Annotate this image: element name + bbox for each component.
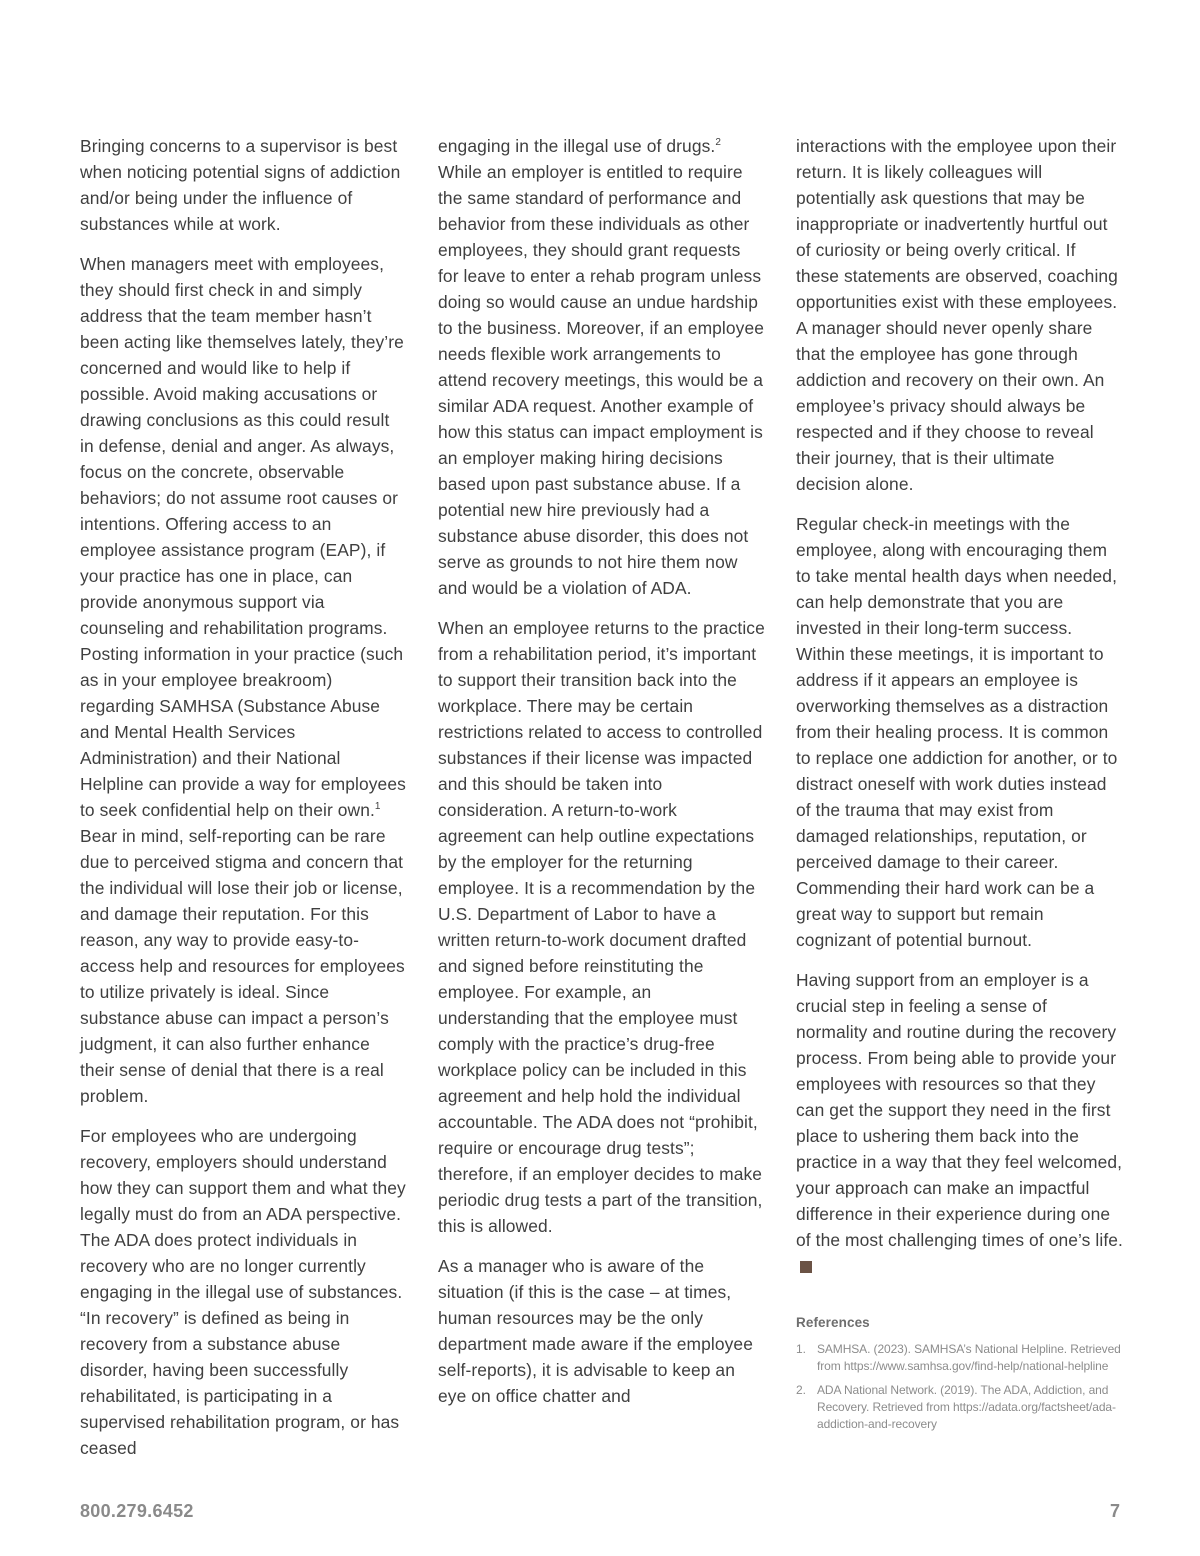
paragraph: As a manager who is aware of the situation (if this is the case – at times, human resources may be the only department made aware if the employee self-reports), it is advisable to keep an eye on office chatter and (438, 1256, 753, 1406)
references-heading: References (796, 1315, 870, 1330)
references-section (796, 1313, 1123, 1433)
article-column-2 (438, 133, 765, 1423)
reference-number: 2. (796, 1383, 806, 1397)
end-of-article-square-icon (800, 1261, 812, 1273)
paragraph (438, 133, 765, 601)
paragraph: When an employee returns to the practice from a rehabilitation period, it’s important to support their transition back into the workplace. There may be certain restrictions related to access to controlled substances if their license was impacted and this should be taken into consideration. A return-to-work agreement can help outline expectations by the employer for the returning employee. It is a recommendation by the U.S. Department of Labor to have a written return-to-work document drafted and signed before reinstituting the employee. For example, an understanding that the employee must comply with the practice’s drug-free workplace policy can be included in this agreement and help hold the individual accountable. The ADA does not “prohibit, require or encourage drug tests”; therefore, if an employer decides to make periodic drug tests a part of the transition, this is allowed. (438, 618, 765, 1236)
paragraph: Bringing concerns to a supervisor is best when noticing potential signs of addiction and/or being under the influence of substances while at work. (80, 136, 401, 234)
paragraph (796, 967, 1123, 1279)
reference-item (796, 1382, 1123, 1433)
paragraph: For employees who are undergoing recovery, employers should understand how they can support them and what they legally must do from an ADA perspective. The ADA does protect individuals in recovery who are no longer currently engaging in the illegal use of substances. “In recovery” is defined as being in recovery from a substance abuse disorder, having been successfully rehabilitated, is participating in a supervised rehabilitation program, or has ceased (80, 1126, 406, 1458)
article-column-3 (796, 133, 1123, 1440)
reference-number: 1. (796, 1342, 806, 1356)
paragraph-text: engaging in the illegal use of drugs. (438, 136, 716, 156)
paragraph-text: Having support from an employer is a crucial step in feeling a sense of normality and routine during the recovery process. From being able to provide your employees with resources so that they can get the support they need in the first place to ushering them back into the practice in a way that they feel welcomed, your approach can make an impactful difference in their experience during one of the most challenging times of one’s life. (796, 970, 1123, 1250)
article-column-1 (80, 133, 407, 1475)
paragraph: interactions with the employee upon their return. It is likely colleagues will potentially ask questions that may be inappropriate or inadvertently hurtful out of curiosity or being overly critical. If these statements are observed, coaching opportunities exist with these employees. A manager should never openly share that the employee has gone through addiction and recovery on their own. An employee’s privacy should always be respected and if they choose to reveal their journey, that is their ultimate decision alone. (796, 136, 1118, 494)
reference-text: ADA National Network. (2019). The ADA, Addiction, and Recovery. Retrieved from https://adata.org/factsheet/ada-addiction-and-recovery (817, 1383, 1116, 1431)
paragraph-text: While an employer is entitled to require the same standard of performance and behavior from these individuals as other employees, they should grant requests for leave to enter a rehab program unless doing so would cause an undue hardship to the business. Moreover, if an employee needs flexible work arrangements to attend recovery meetings, this would be a similar ADA request. Another example of how this status can impact employment is an employer making hiring decisions based upon past substance abuse. If a potential new hire previously had a substance abuse disorder, this does not serve as grounds to not hire them now and would be a violation of ADA. (438, 162, 765, 598)
footnote-ref-1: 1 (374, 801, 381, 813)
reference-text: SAMHSA. (2023). SAMHSA’s National Helpline. Retrieved from https://www.samhsa.gov/find-help/national-helpline (817, 1342, 1121, 1373)
references-list (796, 1341, 1123, 1433)
footnote-ref-2: 2 (715, 137, 721, 149)
paragraph-text: When managers meet with employees, they should first check in and simply address that the team member hasn’t been acting like themselves lately, they’re concerned and would like to help if possible. Avoid making accusations or drawing conclusions as this could result in defense, denial and anger. As always, focus on the concrete, observable behaviors; do not assume root causes or intentions. Offering access to an employee assistance program (EAP), if your practice has one in place, can provide anonymous support via counseling and rehabilitation programs. Posting information in your practice (such as in your employee breakroom) regarding SAMHSA (Substance Abuse and Mental Health Services Administration) and their National Helpline can provide a way for employees to seek confidential help on their own. (80, 254, 406, 820)
page-number: 7 (1109, 1501, 1120, 1521)
paragraph: Regular check-in meetings with the employee, along with encouraging them to take mental health days when needed, can help demonstrate that you are invested in their long-term success. Within these meetings, it is important to address if it appears an employee is overworking themselves as a distraction from their healing process. It is common to replace one addiction for another, or to distract oneself with work duties instead of the trauma that may exist from damaged relationships, reputation, or perceived damage to their career. Commending their hard work can be a great way to support but remain cognizant of potential burnout. (796, 514, 1118, 950)
reference-item (796, 1341, 1123, 1375)
paragraph-text: Bear in mind, self-reporting can be rare due to perceived stigma and concern that the individual will lose their job or license, and damage their reputation. For this reason, any way to provide easy-to-access help and resources for employees to utilize privately is ideal. Since substance abuse can impact a person’s judgment, it can also further enhance their sense of denial that there is a real problem. (80, 826, 405, 1106)
footer-phone-number: 800.279.6452 (80, 1501, 194, 1521)
paragraph (80, 251, 407, 1109)
